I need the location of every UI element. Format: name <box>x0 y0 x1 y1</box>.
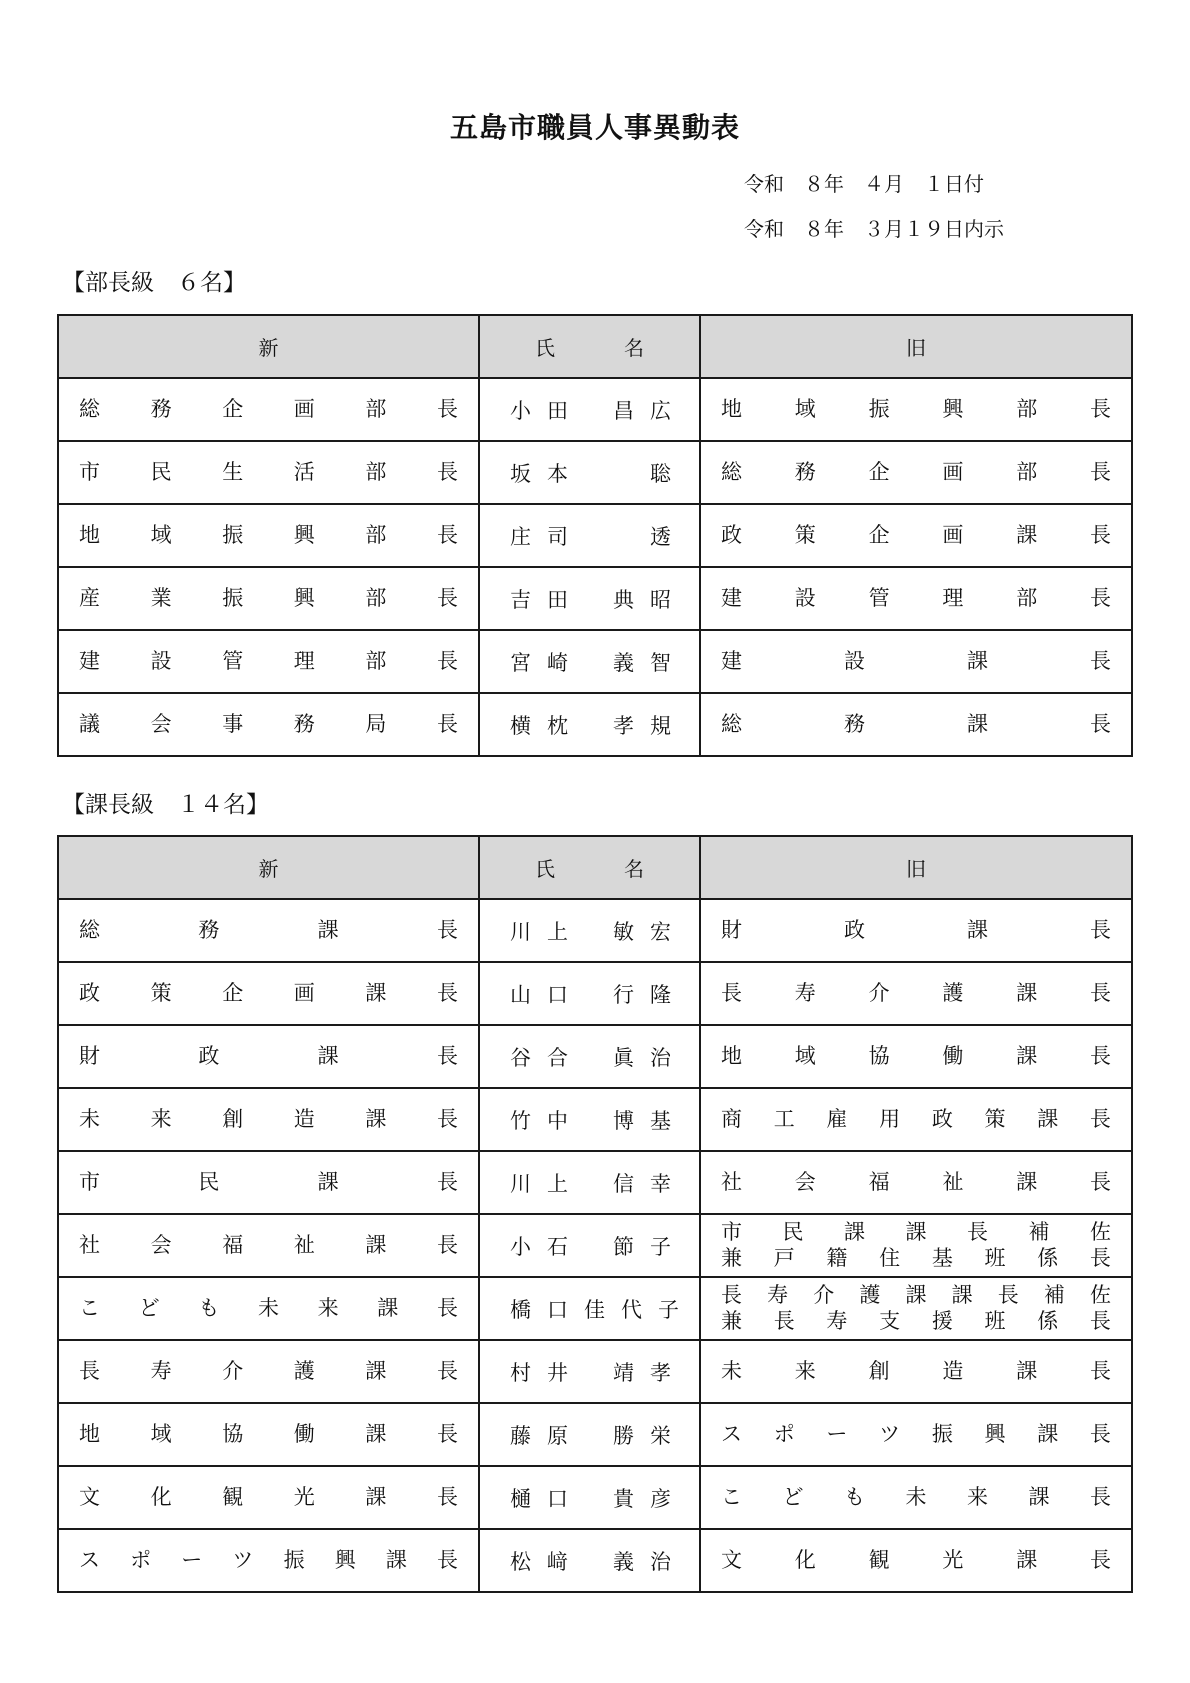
old-position-cell <box>700 1151 1132 1214</box>
given-name: 義 治 <box>613 1549 671 1574</box>
column-header-name: 氏 名 <box>479 836 700 899</box>
old-position-cell <box>700 567 1132 630</box>
given-name: 義 智 <box>613 650 671 675</box>
table-header-row <box>58 836 1132 899</box>
column-header-new: 新 <box>58 315 479 378</box>
new-position-cell <box>58 567 479 630</box>
table-row <box>58 1466 1132 1529</box>
employee-name-cell <box>479 567 700 630</box>
table-row <box>58 1529 1132 1592</box>
employee-name <box>480 521 699 551</box>
table-row <box>58 1277 1132 1340</box>
old-position: 商 工 雇 用 政 策 課 長 <box>721 1107 1111 1132</box>
given-name: 聡 <box>650 461 671 486</box>
column-header-name: 氏 名 <box>479 315 700 378</box>
new-position: ス ポ ー ツ 振 興 課 長 <box>79 1548 458 1573</box>
table-row <box>58 1088 1132 1151</box>
employee-name-cell <box>479 899 700 962</box>
employee-name-cell <box>479 378 700 441</box>
old-position-line: 市 民 課 課 長 補 佐 <box>721 1220 1111 1245</box>
family-name: 松 﨑 <box>510 1549 568 1574</box>
old-position: 地 域 協 働 課 長 <box>721 1044 1111 1069</box>
effective-date: 令和 ８年 ４月 １日付 <box>744 172 984 196</box>
family-name: 樋 口 <box>510 1486 568 1511</box>
old-position: 総 務 課 長 <box>721 712 1111 737</box>
employee-name-cell <box>479 1025 700 1088</box>
given-name: 佳 代 子 <box>584 1297 679 1322</box>
new-position-cell <box>58 693 479 756</box>
employee-name <box>480 1357 699 1387</box>
old-position-cell <box>700 1403 1132 1466</box>
given-name: 貴 彦 <box>613 1486 671 1511</box>
old-position: 建 設 課 長 <box>721 649 1111 674</box>
section-heading-section-chief: 【課長級 １４名】 <box>62 792 269 818</box>
new-position: 総 務 企 画 部 長 <box>79 397 458 422</box>
table-row <box>58 962 1132 1025</box>
old-position: 長 寿 介 護 課 長 <box>721 981 1111 1006</box>
new-position-cell <box>58 441 479 504</box>
new-position: 財 政 課 長 <box>79 1044 458 1069</box>
old-position: 財 政 課 長 <box>721 918 1111 943</box>
old-position-line: 兼 戸 籍 住 基 班 係 長 <box>721 1245 1111 1270</box>
family-name: 村 井 <box>510 1360 568 1385</box>
old-position: 文 化 観 光 課 長 <box>721 1548 1111 1573</box>
employee-name <box>480 979 699 1009</box>
new-position-cell <box>58 1214 479 1277</box>
new-position-cell <box>58 1025 479 1088</box>
old-position-line: 長 寿 介 護 課 課 長 補 佐 <box>721 1283 1111 1308</box>
new-position-cell <box>58 1277 479 1340</box>
new-position: 地 域 振 興 部 長 <box>79 523 458 548</box>
given-name: 信 幸 <box>613 1171 671 1196</box>
section-heading-director: 【部長級 ６名】 <box>62 270 246 296</box>
family-name: 竹 中 <box>510 1108 568 1133</box>
employee-name <box>480 395 699 425</box>
employee-name-cell <box>479 1277 700 1340</box>
given-name: 敏 宏 <box>613 919 671 944</box>
old-position: ス ポ ー ツ 振 興 課 長 <box>721 1422 1111 1447</box>
old-position-cell <box>700 630 1132 693</box>
table-row <box>58 630 1132 693</box>
employee-name-cell <box>479 504 700 567</box>
new-position-cell <box>58 630 479 693</box>
given-name: 勝 栄 <box>613 1423 671 1448</box>
director-table <box>57 314 1133 757</box>
employee-name <box>480 916 699 946</box>
given-name: 孝 規 <box>613 713 671 738</box>
employee-name <box>480 710 699 740</box>
table-row <box>58 1214 1132 1277</box>
new-position: 市 民 生 活 部 長 <box>79 460 458 485</box>
family-name: 藤 原 <box>510 1423 568 1448</box>
family-name: 宮 崎 <box>510 650 568 675</box>
employee-name-cell <box>479 1088 700 1151</box>
new-position-cell <box>58 1529 479 1592</box>
new-position: 産 業 振 興 部 長 <box>79 586 458 611</box>
old-position: 未 来 創 造 課 長 <box>721 1359 1111 1384</box>
new-position: 長 寿 介 護 課 長 <box>79 1359 458 1384</box>
new-position: 地 域 協 働 課 長 <box>79 1422 458 1447</box>
employee-name <box>480 1105 699 1135</box>
given-name: 靖 孝 <box>613 1360 671 1385</box>
family-name: 橋 口 <box>510 1297 568 1322</box>
employee-name <box>480 647 699 677</box>
family-name: 山 口 <box>510 982 568 1007</box>
new-position-cell <box>58 899 479 962</box>
table-row <box>58 1151 1132 1214</box>
employee-name-cell <box>479 441 700 504</box>
employee-name <box>480 458 699 488</box>
new-position: 議 会 事 務 局 長 <box>79 712 458 737</box>
family-name: 横 枕 <box>510 713 568 738</box>
family-name: 小 田 <box>510 398 568 423</box>
notice-date: 令和 ８年 ３月１９日内示 <box>744 217 1004 241</box>
given-name: 眞 治 <box>613 1045 671 1070</box>
employee-name <box>480 1042 699 1072</box>
employee-name-cell <box>479 693 700 756</box>
column-header-old: 旧 <box>700 315 1132 378</box>
family-name: 坂 本 <box>510 461 568 486</box>
employee-name <box>480 1420 699 1450</box>
new-position-cell <box>58 504 479 567</box>
new-position-cell <box>58 962 479 1025</box>
new-position: 総 務 課 長 <box>79 918 458 943</box>
table-row <box>58 441 1132 504</box>
employee-name-cell <box>479 630 700 693</box>
old-position-cell <box>700 1277 1132 1340</box>
old-position: 地 域 振 興 部 長 <box>721 397 1111 422</box>
table-row <box>58 378 1132 441</box>
new-position: こ ど も 未 来 課 長 <box>79 1296 458 1321</box>
old-position-cell <box>700 504 1132 567</box>
given-name: 昌 広 <box>613 398 671 423</box>
employee-name <box>480 1231 699 1261</box>
table-row <box>58 504 1132 567</box>
old-position-cell <box>700 899 1132 962</box>
family-name: 川 上 <box>510 1171 568 1196</box>
table-row <box>58 693 1132 756</box>
new-position: 社 会 福 祉 課 長 <box>79 1233 458 1258</box>
section-chief-table <box>57 835 1133 1593</box>
old-position-cell <box>700 962 1132 1025</box>
old-position-cell <box>700 1025 1132 1088</box>
table-row <box>58 899 1132 962</box>
table-row <box>58 567 1132 630</box>
new-position-cell <box>58 1151 479 1214</box>
family-name: 吉 田 <box>510 587 568 612</box>
employee-name-cell <box>479 962 700 1025</box>
new-position-cell <box>58 1466 479 1529</box>
employee-name-cell <box>479 1214 700 1277</box>
employee-name-cell <box>479 1529 700 1592</box>
new-position-cell <box>58 1403 479 1466</box>
old-position-cell <box>700 1088 1132 1151</box>
table-row <box>58 1403 1132 1466</box>
old-position-line: 兼 長 寿 支 援 班 係 長 <box>721 1308 1111 1333</box>
table-row <box>58 1025 1132 1088</box>
old-position-cell <box>700 378 1132 441</box>
employee-name <box>480 1168 699 1198</box>
employee-name-cell <box>479 1151 700 1214</box>
old-position: 総 務 企 画 部 長 <box>721 460 1111 485</box>
old-position: こ ど も 未 来 課 長 <box>721 1485 1111 1510</box>
old-position: 社 会 福 祉 課 長 <box>721 1170 1111 1195</box>
new-position: 文 化 観 光 課 長 <box>79 1485 458 1510</box>
employee-name <box>480 584 699 614</box>
old-position: 建 設 管 理 部 長 <box>721 586 1111 611</box>
old-position-cell <box>700 1466 1132 1529</box>
old-position-cell <box>700 1214 1132 1277</box>
family-name: 小 石 <box>510 1234 568 1259</box>
family-name: 庄 司 <box>510 524 568 549</box>
employee-name <box>480 1546 699 1576</box>
employee-name <box>480 1294 699 1324</box>
old-position: 政 策 企 画 課 長 <box>721 523 1111 548</box>
new-position: 市 民 課 長 <box>79 1170 458 1195</box>
column-header-new: 新 <box>58 836 479 899</box>
table-header-row <box>58 315 1132 378</box>
employee-name-cell <box>479 1340 700 1403</box>
employee-name-cell <box>479 1403 700 1466</box>
new-position-cell <box>58 378 479 441</box>
new-position: 政 策 企 画 課 長 <box>79 981 458 1006</box>
employee-name-cell <box>479 1466 700 1529</box>
new-position: 建 設 管 理 部 長 <box>79 649 458 674</box>
new-position-cell <box>58 1088 479 1151</box>
old-position-cell <box>700 693 1132 756</box>
given-name: 博 基 <box>613 1108 671 1133</box>
page-title: 五島市職員人事異動表 <box>449 111 740 144</box>
old-position-cell <box>700 1340 1132 1403</box>
family-name: 川 上 <box>510 919 568 944</box>
old-position-cell <box>700 441 1132 504</box>
new-position: 未 来 創 造 課 長 <box>79 1107 458 1132</box>
new-position-cell <box>58 1340 479 1403</box>
given-name: 典 昭 <box>613 587 671 612</box>
table-row <box>58 1340 1132 1403</box>
given-name: 節 子 <box>613 1234 671 1259</box>
family-name: 谷 合 <box>510 1045 568 1070</box>
column-header-old: 旧 <box>700 836 1132 899</box>
given-name: 透 <box>650 524 671 549</box>
old-position-cell <box>700 1529 1132 1592</box>
employee-name <box>480 1483 699 1513</box>
given-name: 行 隆 <box>613 982 671 1007</box>
